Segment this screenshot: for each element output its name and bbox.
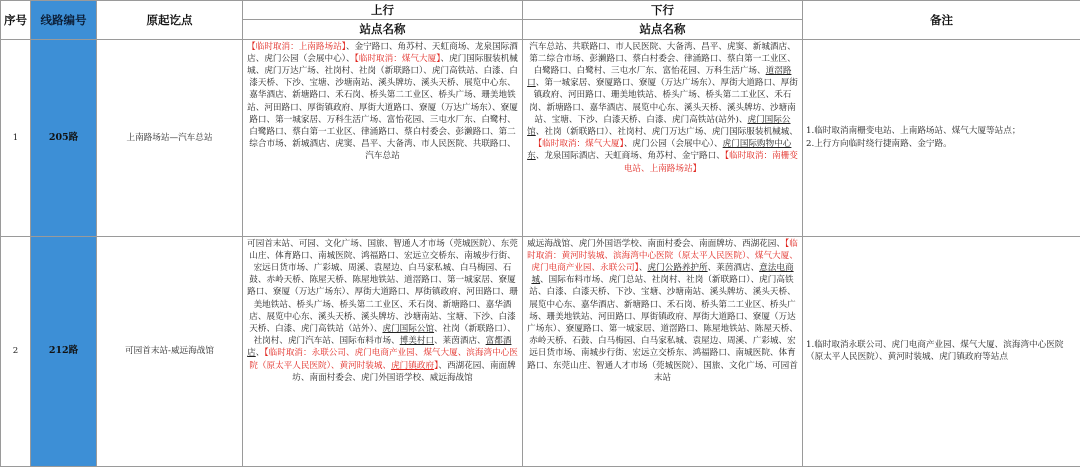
header-up-stop-names: 站点名称 <box>243 20 523 39</box>
stop-text: 、莱茵酒店、 <box>708 263 760 273</box>
header-route-no: 线路编号 <box>31 1 97 40</box>
stop-text: 虎门国际购物中心东 <box>527 139 791 161</box>
row-down-stops <box>523 236 803 466</box>
cancelled-stops-text: 【临时取消：南栅变电站、上南路场站】 <box>624 151 798 173</box>
stop-text: 、西湖花园、南面牌坊、南面村委会、虎门外国语学校、威远海战馆 <box>292 361 515 383</box>
stop-text: 意法电商城 <box>531 263 793 285</box>
row-seq: 1 <box>1 39 31 236</box>
header-seq: 序号 <box>1 1 31 40</box>
remark-line: 1.临时取消南栅变电站、上南路场站、煤气大厦等站点； <box>806 125 1077 137</box>
header-down-stop-names: 站点名称 <box>523 20 803 39</box>
stop-text: 、 <box>256 348 265 358</box>
row-route-no: 212路 <box>31 236 97 466</box>
stop-text: 、社岗（新联路口）、社岗村、虎门万达广场、虎门国际服装机械城、 <box>536 127 798 137</box>
stop-text: 、虎门国际服装机械城、虎门万达广场、社岗村、社岗（新联路口）、虎门高铁站、白漆、白漆天桥、下沙、宝塘、沙塘南站、溪头牌坊、溪头天桥、展览中心东、嘉华酒店、新塘路口、禾石岗、桥头第二工业区、桥头广场、珊美地铁站、河田路口、厚街镇政府、厚街大道路口、寮厦（万达广场东）、寮厦路口、第一城家居、万科生活广场、富怡花园、三屯水厂东、白鹭村、白鹭路口、蔡白第一工业区、律涌路口、蔡白村委会、彭濑路口、第二综合市场、新城酒店、虎窦、昌平、大备湾、市人民医院、共联路口、汽车总站 <box>247 54 518 162</box>
stop-text: 、社岗（新联路口）、社岗村、虎门汽车站、国际布料市场、 <box>254 324 516 346</box>
stop-text: 虎门国际公馆 <box>382 324 434 334</box>
stop-text: 威远海战馆、虎门外国语学校、南面村委会、南面牌坊、西湖花园、 <box>527 239 785 249</box>
stop-text: 、虎门公园（会展中心）、 <box>624 139 723 149</box>
row-remarks <box>803 236 1080 466</box>
table-row <box>1 39 1080 236</box>
header-start-end: 原起讫点 <box>97 1 243 40</box>
stop-text: 、国际布料市场、虎门总站、社岗村、社岗（新联路口）、虎门高铁站、白漆、白漆天桥、下沙、宝塘、沙塘南站、溪头牌坊、溪头天桥、展览中心东、嘉华酒店、新塘路口、禾石岗、桥头第二工业区、桥头广场、珊美地铁站、河田路口、厚街镇政府、厚街大道路口、寮厦（万达广场东）、寮厦路口、第一城家居、道滘路口、陈屋地铁站、陈屋天桥、赤岭天桥、石鼓、白马梅园、白马家私城、袁屋边、周溪、广彩城、宏远日货市场、南城步行街、宏远立交桥东、鸿福路口、南城医院、体育路口、东莞山庄、智通人才市场（莞城医院）、国旅、文化广场、可园首末站 <box>527 275 798 383</box>
row-seq: 2 <box>1 236 31 466</box>
stop-text: 可园首末站、可园、文化广场、国旅、智通人才市场（莞城医院）、东莞山庄、体育路口、南城医院、鸿福路口、宏远立交桥东、南城步行街、宏远日货市场、广彩城、周溪、袁屋边、白马家私城、白马梅园、石鼓、赤岭天桥、陈屋天桥、陈屋地铁站、道滘路口、第一城家居、寮厦路口、寮厦（万达广场东）、厚街大道路口、厚街镇政府、河田路口、珊美地铁站、桥头广场、桥头第二工业区、禾石岗、新塘路口、嘉华酒店、展览中心东、溪头天桥、溪头牌坊、沙塘南站、宝塘、下沙、白漆天桥、白漆、虎门高铁站（站外）、 <box>247 239 518 334</box>
row-remarks <box>803 39 1080 236</box>
table-row <box>1 236 1080 466</box>
cancelled-stops-text: 【临时取消：永联公司、虎门电商产业园、煤气大厦、滨海湾中心医院（原太平人民医院）、黄河时装城、 <box>249 348 518 370</box>
cancelled-stops-text: 】 <box>434 361 438 371</box>
cancelled-stops-text: 虎门镇政府 <box>391 361 434 371</box>
stop-text: 博美村口 <box>400 336 434 346</box>
row-up-stops <box>243 236 523 466</box>
row-down-stops <box>523 39 803 236</box>
row-start-end: 上南路场站—汽车总站 <box>97 39 243 236</box>
stop-text: 虎门国际公馆 <box>527 115 790 137</box>
header-down: 下行 <box>523 1 803 20</box>
stop-text: 道滘路口 <box>527 66 791 88</box>
stop-text: 富都酒店 <box>247 336 511 358</box>
header-remarks: 备注 <box>803 1 1080 40</box>
cancelled-stops-text: 【临时取消：黄河时装城、滨海湾中心医院（原太平人民医院）、煤气大厦、虎门电商产业园、永联公司】 <box>527 239 798 273</box>
cancelled-stops-text: 【临时取消：煤气大厦】 <box>355 54 441 64</box>
stop-text: 、 <box>639 263 648 273</box>
stop-text: 、龙泉国际酒店、天虹商场、角苏村、金宁路口、 <box>536 151 725 161</box>
header-row-top <box>1 1 1080 20</box>
row-start-end: 可园首末站-威远海战馆 <box>97 236 243 466</box>
stop-text: 、莱茵酒店、 <box>434 336 486 346</box>
remark-line: 1.临时取消永联公司、虎门电商产业园、煤气大厦、滨海湾中心医院（原太平人民医院）、黄河时装城、虎门镇政府等站点 <box>806 339 1077 363</box>
stop-text: 、金宁路口、角苏村、天虹商场、龙泉国际酒店、虎门公园（会展中心）、 <box>247 42 518 64</box>
row-up-stops <box>243 39 523 236</box>
stop-text: 虎门公路养护所 <box>647 263 707 273</box>
stop-text: 、第一城家居、寮厦路口、寮厦（万达广场东）、厚街大道路口、厚街镇政府、河田路口、珊美地铁站、桥头广场、桥头第二工业区、禾石岗、新塘路口、嘉华酒店、展览中心东、溪头天桥、溪头牌坊、沙塘南站、宝塘、下沙、白漆天桥、白漆、虎门高铁站(站外)、 <box>529 78 798 125</box>
cancelled-stops-text: 【临时取消：煤气大厦】 <box>534 139 624 149</box>
row-route-no: 205路 <box>31 39 97 236</box>
cancelled-stops-text: 【临时取消：上南路场站】 <box>247 42 346 52</box>
header-up: 上行 <box>243 1 523 20</box>
stop-text: 汽车总站、共联路口、市人民医院、大备湾、昌平、虎窦、新城酒店、第二综合市场、彭濑路口、蔡白村委会、律涌路口、蔡白第一工业区、白鹭路口、白鹭村、三屯水厂东、富怡花园、万科生活广场、 <box>529 42 795 76</box>
remark-line: 2.上行方向临时绕行捷南路、金宁路。 <box>806 138 1077 150</box>
